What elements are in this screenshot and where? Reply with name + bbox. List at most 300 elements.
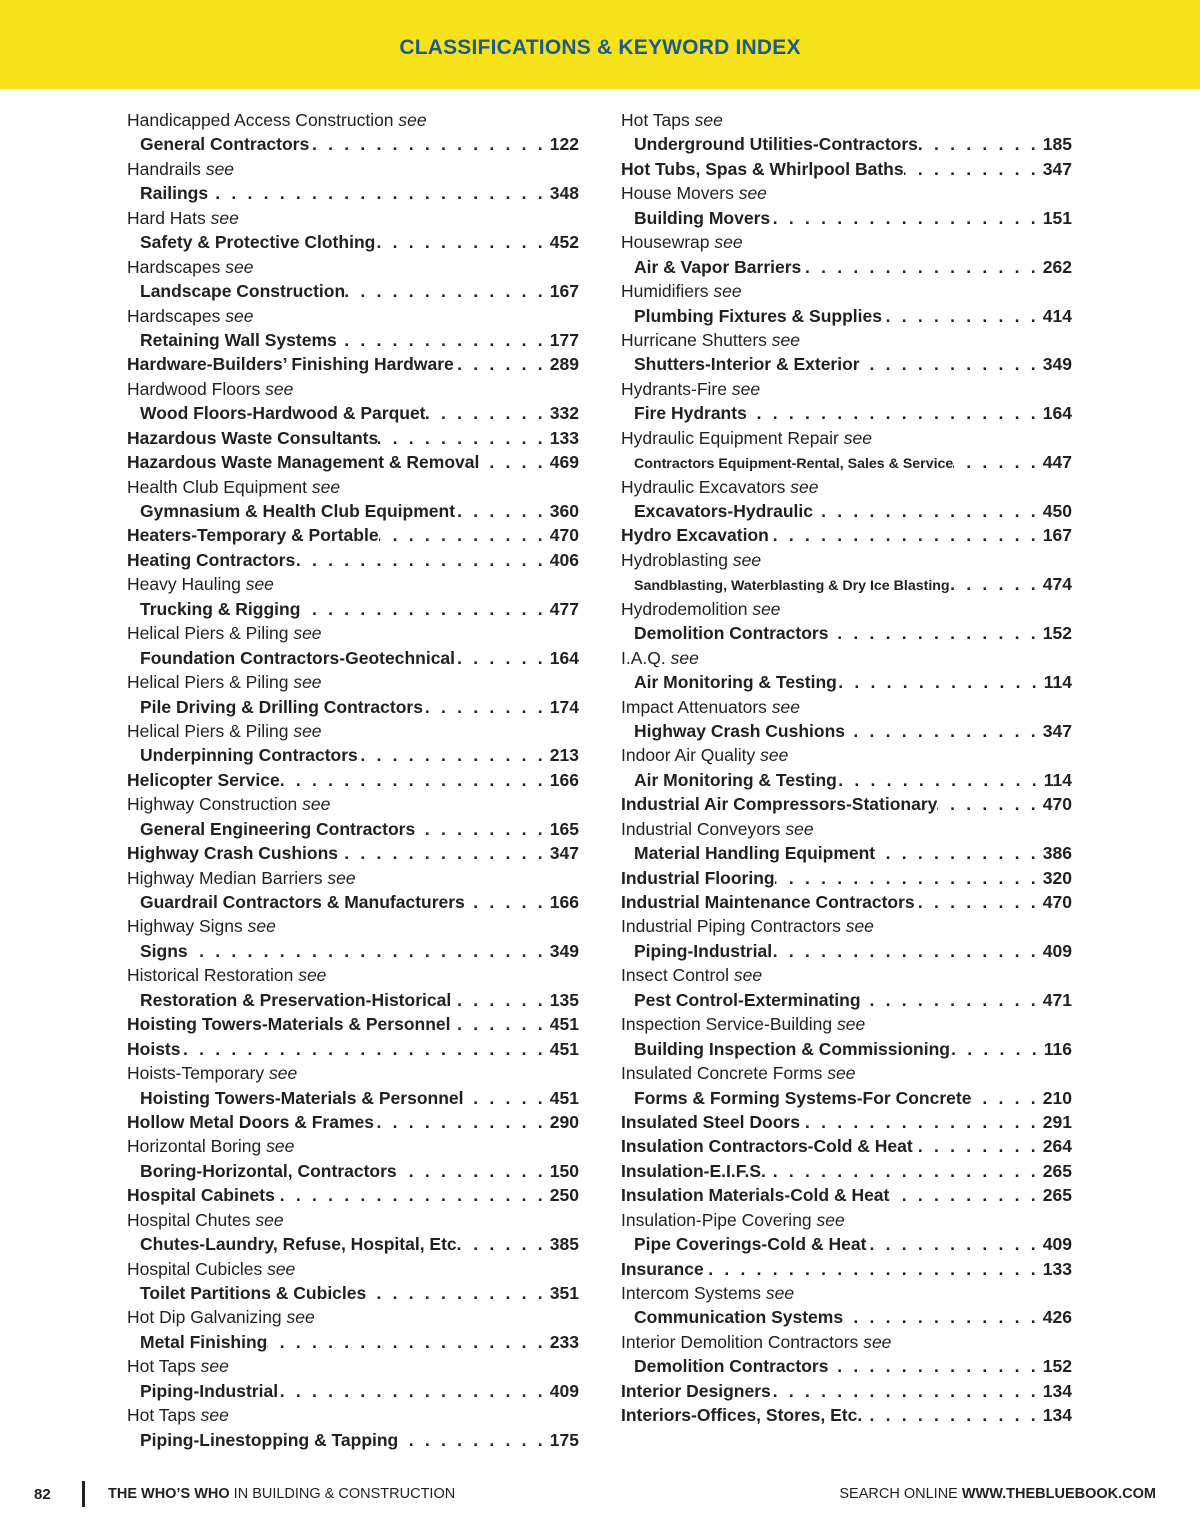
classification-name: Insulation Materials-Cold & Heat [621, 1185, 890, 1206]
see-reference [127, 621, 579, 645]
see-label: see [200, 1356, 229, 1377]
index-entry[interactable] [621, 988, 1072, 1012]
see-label: see [714, 232, 743, 253]
index-entry[interactable] [621, 499, 1072, 523]
see-reference [127, 792, 579, 816]
see-reference [127, 475, 579, 499]
classification-name: Wood Floors-Hardwood & Parquet [140, 403, 426, 424]
page-reference: 122 [549, 134, 579, 155]
reference-term: Heavy Hauling [127, 574, 241, 595]
page-reference: 116 [1043, 1038, 1072, 1059]
reference-term: Impact Attenuators [621, 696, 767, 717]
page-reference: 150 [549, 1160, 579, 1181]
classification-name: Chutes-Laundry, Refuse, Hospital, Etc. [140, 1234, 462, 1255]
index-entry[interactable] [127, 841, 579, 865]
classification-name: Plumbing Fixtures & Supplies [634, 305, 882, 326]
classification-name: Signs [140, 940, 188, 961]
see-reference [127, 1305, 579, 1329]
dot-leader [337, 328, 546, 352]
page-reference: 133 [549, 427, 579, 448]
see-reference [127, 108, 579, 132]
classification-name: Insulation-E.I.F.S. [621, 1160, 766, 1181]
page-reference: 151 [1042, 207, 1072, 228]
page-reference: 469 [549, 452, 579, 473]
index-entry[interactable] [621, 206, 1072, 230]
classification-name: Underground Utilities-Contractors [634, 134, 918, 155]
see-reference [621, 475, 1072, 499]
see-label: see [863, 1331, 892, 1352]
reference-term: Insect Control [621, 965, 729, 986]
index-entry[interactable] [621, 1134, 1072, 1158]
reference-term: Highway Median Barriers [127, 867, 323, 888]
see-label: see [265, 378, 294, 399]
dot-leader [426, 401, 546, 425]
classification-name: Hospital Cabinets [127, 1185, 275, 1206]
index-entry[interactable] [127, 768, 579, 792]
reference-term: Hard Hats [127, 207, 206, 228]
dot-leader [275, 1183, 546, 1207]
see-label: see [293, 672, 322, 693]
index-entry[interactable] [127, 328, 579, 352]
dot-leader [845, 719, 1039, 743]
dot-leader [971, 1086, 1038, 1110]
dot-leader [208, 181, 546, 205]
page-reference: 351 [549, 1283, 579, 1303]
index-entry[interactable] [127, 1037, 579, 1061]
dot-leader [843, 1305, 1039, 1329]
dot-leader [704, 1257, 1039, 1281]
index-entry[interactable] [127, 939, 579, 963]
index-entry[interactable] [127, 279, 579, 303]
dot-leader [309, 132, 546, 156]
classification-name: Demolition Contractors [634, 1356, 829, 1377]
see-reference [127, 1061, 579, 1085]
dot-leader [278, 1379, 546, 1403]
classification-name: Retaining Wall Systems [140, 329, 337, 350]
index-entry[interactable] [621, 841, 1072, 865]
dot-leader [379, 523, 546, 547]
classification-name: Hazardous Waste Management & Removal [127, 452, 480, 473]
index-entry[interactable] [127, 1159, 579, 1183]
dot-leader [451, 1012, 546, 1036]
index-entry[interactable] [127, 1110, 579, 1134]
dot-leader [837, 670, 1040, 694]
index-entry[interactable] [621, 1183, 1072, 1207]
classification-name: Pest Control-Exterminating [634, 989, 861, 1010]
index-entry[interactable] [621, 1403, 1072, 1427]
classification-name: Pile Driving & Drilling Contractors [140, 696, 423, 717]
index-entry[interactable] [621, 1257, 1072, 1281]
page-reference: 451 [549, 1014, 579, 1035]
reference-term: Hydraulic Equipment Repair [621, 427, 839, 448]
reference-term: Health Club Equipment [127, 476, 307, 497]
website-link[interactable]: WWW.THEBLUEBOOK.COM [961, 1486, 1156, 1502]
index-entry[interactable] [127, 1281, 579, 1305]
dot-leader [866, 1232, 1038, 1256]
reference-term: Insulation-Pipe Covering [621, 1209, 812, 1230]
page-reference: 152 [1042, 623, 1072, 644]
index-entry[interactable] [127, 132, 579, 156]
index-entry[interactable] [127, 548, 579, 572]
reference-term: Hot Taps [621, 110, 690, 130]
page-reference: 470 [549, 525, 579, 546]
index-entry[interactable] [621, 792, 1072, 816]
dot-leader [415, 817, 546, 841]
reference-term: Industrial Piping Contractors [621, 916, 841, 937]
reference-term: Housewrap [621, 232, 710, 253]
index-entry[interactable] [621, 352, 1072, 376]
page-reference: 164 [1042, 403, 1072, 424]
see-label: see [398, 110, 427, 130]
index-entry[interactable] [621, 1110, 1072, 1134]
classification-name: Piping-Industrial [140, 1380, 279, 1401]
classification-name: Air & Vapor Barriers [634, 256, 802, 277]
page-reference: 133 [1042, 1258, 1072, 1279]
index-entry[interactable] [127, 1086, 579, 1110]
page-reference: 166 [549, 892, 579, 912]
index-entry[interactable] [127, 1183, 579, 1207]
index-entry[interactable] [621, 157, 1072, 181]
classification-name: Toilet Partitions & Cubicles [140, 1283, 367, 1303]
dot-leader [889, 1183, 1038, 1207]
page-reference: 165 [549, 818, 579, 839]
reference-term: Hurricane Shutters [621, 329, 767, 350]
dot-leader [861, 988, 1039, 1012]
page-footer [0, 1478, 1200, 1510]
page-reference: 167 [1042, 525, 1072, 546]
index-entry[interactable] [621, 890, 1072, 914]
classification-name: Hydro Excavation [621, 525, 769, 546]
page-reference: 470 [1042, 794, 1072, 815]
page-reference: 426 [1042, 1307, 1072, 1328]
page-reference: 152 [1042, 1356, 1072, 1377]
see-reference [621, 963, 1072, 987]
reference-term: I.A.Q. [621, 647, 666, 668]
see-label: see [713, 281, 742, 302]
see-label: see [205, 158, 235, 179]
see-label: see [266, 1136, 295, 1157]
page-reference: 450 [1042, 501, 1072, 521]
index-entry[interactable] [127, 695, 579, 719]
classification-name: Air Monitoring & Testing [634, 672, 837, 693]
page-reference: 347 [1042, 720, 1072, 741]
index-entry[interactable] [127, 597, 579, 621]
dot-leader [775, 866, 1039, 890]
see-label: see [247, 916, 276, 937]
see-reference [621, 695, 1072, 719]
classification-name: General Contractors [140, 134, 310, 155]
page-reference: 262 [1042, 256, 1072, 277]
dot-leader [860, 352, 1039, 376]
index-entry[interactable] [621, 572, 1072, 596]
see-label: see [785, 818, 814, 839]
dot-leader [338, 841, 546, 865]
classification-name: Helicopter Service [127, 769, 280, 790]
page-reference: 265 [1042, 1160, 1072, 1181]
see-reference [127, 719, 579, 743]
classification-name: Boring-Horizontal, Contractors [140, 1160, 397, 1181]
index-entry[interactable] [127, 426, 579, 450]
index-entry[interactable] [621, 866, 1072, 890]
dot-leader [837, 768, 1040, 792]
index-entry[interactable] [621, 719, 1072, 743]
classification-name: Contractors Equipment-Rental, Sales & Service [634, 456, 954, 473]
classification-name: Interiors-Offices, Stores, Etc. [621, 1405, 863, 1426]
index-entry[interactable] [621, 401, 1072, 425]
dot-leader [375, 230, 545, 254]
reference-term: Interior Demolition Contractors [621, 1331, 859, 1352]
dot-leader [953, 450, 1038, 474]
dot-leader [451, 988, 546, 1012]
dot-leader [766, 1159, 1039, 1183]
index-entry[interactable] [621, 304, 1072, 328]
reference-term: Handicapped Access Construction [127, 110, 394, 130]
page-reference: 134 [1042, 1380, 1072, 1401]
index-entry[interactable] [621, 768, 1072, 792]
reference-term: Handrails [127, 158, 201, 179]
reference-term: Hardwood Floors [127, 378, 261, 399]
publication-name [108, 1486, 455, 1502]
reference-term: Helical Piers & Piling [127, 720, 289, 741]
page-reference: 409 [1042, 1234, 1072, 1255]
index-entry[interactable] [621, 621, 1072, 645]
page-reference: 114 [1043, 672, 1072, 693]
page-reference: 213 [549, 745, 579, 766]
see-label: see [816, 1209, 845, 1230]
index-entry[interactable] [621, 1232, 1072, 1256]
index-entry[interactable] [621, 132, 1072, 156]
reference-term: Highway Signs [127, 916, 243, 937]
page-reference: 290 [549, 1111, 579, 1132]
page-reference: 114 [1043, 769, 1072, 790]
index-entry[interactable] [621, 1305, 1072, 1329]
index-entry[interactable] [621, 1159, 1072, 1183]
see-label: see [771, 329, 800, 350]
see-reference [621, 426, 1072, 450]
page-reference: 135 [549, 989, 579, 1010]
classification-name: Insulation Contractors-Cold & Heat [621, 1136, 913, 1157]
index-entry[interactable] [621, 255, 1072, 279]
page-reference: 409 [1042, 940, 1072, 961]
index-entry[interactable] [127, 817, 579, 841]
classification-name: Fire Hydrants [634, 403, 747, 424]
index-entry[interactable] [621, 1354, 1072, 1378]
dot-leader [950, 1037, 1040, 1061]
page-reference: 349 [1042, 354, 1072, 375]
see-label: see [311, 476, 341, 497]
dot-leader [882, 304, 1039, 328]
index-entry[interactable] [127, 523, 579, 547]
see-reference [621, 279, 1072, 303]
index-entry[interactable] [127, 401, 579, 425]
see-reference [127, 157, 579, 181]
see-label: see [210, 207, 239, 228]
index-entry[interactable] [127, 743, 579, 767]
dot-leader [862, 1403, 1039, 1427]
reference-term: Hydrants-Fire [621, 378, 727, 399]
page-reference: 265 [1042, 1185, 1072, 1206]
dot-leader [813, 499, 1039, 523]
index-entry[interactable] [621, 1379, 1072, 1403]
reference-term: Horizontal Boring [127, 1136, 262, 1157]
page-reference: 452 [549, 232, 579, 253]
page-reference: 474 [1042, 574, 1072, 595]
dot-leader [398, 1428, 546, 1452]
dot-leader [280, 768, 546, 792]
dot-leader [462, 1232, 546, 1256]
classification-name: Building Inspection & Commissioning [634, 1038, 950, 1059]
index-entry[interactable] [127, 1330, 579, 1354]
page-reference: 291 [1042, 1111, 1072, 1132]
page-reference: 348 [549, 183, 579, 204]
see-label: see [836, 1014, 866, 1035]
see-label: see [200, 1405, 229, 1426]
index-entry[interactable] [621, 939, 1072, 963]
classification-name: Air Monitoring & Testing [634, 769, 837, 790]
see-reference [621, 743, 1072, 767]
dot-leader [828, 1354, 1038, 1378]
page-reference: 385 [549, 1234, 579, 1255]
dot-leader [800, 1110, 1039, 1134]
page-reference: 210 [1042, 1087, 1072, 1108]
reference-term: Hospital Cubicles [127, 1258, 263, 1279]
see-label: see [843, 427, 872, 448]
index-entry[interactable] [127, 181, 579, 205]
dot-leader [455, 499, 546, 523]
reference-term: Hardscapes [127, 305, 221, 326]
see-reference [127, 206, 579, 230]
see-reference [621, 1061, 1072, 1085]
index-entry[interactable] [621, 670, 1072, 694]
index-entry[interactable] [127, 1012, 579, 1036]
dot-leader [465, 890, 546, 914]
index-entry[interactable] [127, 988, 579, 1012]
index-entry[interactable] [621, 450, 1072, 474]
index-entry[interactable] [127, 1379, 579, 1403]
classification-name: Hot Tubs, Spas & Whirlpool Baths [621, 158, 904, 179]
page-reference: 470 [1042, 892, 1072, 912]
see-label: see [225, 305, 254, 326]
page-title: CLASSIFICATIONS & KEYWORD INDEX [399, 35, 801, 59]
classification-name: Hazardous Waste Consultants [127, 427, 379, 448]
page-number: 82 [34, 1486, 51, 1503]
search-online [839, 1486, 1156, 1502]
see-label: see [293, 720, 322, 741]
see-label: see [731, 378, 761, 399]
index-entry[interactable] [127, 646, 579, 670]
classification-name: Safety & Protective Clothing [140, 232, 376, 253]
dot-leader [937, 792, 1038, 816]
index-entry[interactable] [127, 352, 579, 376]
page-reference: 386 [1042, 843, 1072, 864]
see-label: see [760, 745, 789, 766]
see-reference [127, 572, 579, 596]
page-reference: 347 [1042, 158, 1072, 179]
classification-name: Pipe Coverings-Cold & Heat [634, 1234, 867, 1255]
reference-term: Helical Piers & Piling [127, 623, 289, 644]
see-reference [127, 1134, 579, 1158]
reference-term: House Movers [621, 183, 734, 204]
reference-term: Hydroblasting [621, 549, 728, 570]
index-entry[interactable] [127, 230, 579, 254]
see-label: see [771, 696, 801, 717]
reference-term: Helical Piers & Piling [127, 672, 289, 693]
dot-leader [378, 426, 546, 450]
index-entry[interactable] [621, 523, 1072, 547]
page-reference: 451 [549, 1087, 579, 1108]
search-label: SEARCH ONLINE [839, 1486, 962, 1502]
index-entry[interactable] [127, 890, 579, 914]
see-label: see [827, 1063, 856, 1084]
index-entry[interactable] [127, 499, 579, 523]
footer-divider [82, 1481, 85, 1507]
dot-leader [464, 1086, 546, 1110]
index-entry[interactable] [127, 1232, 579, 1256]
dot-leader [479, 450, 545, 474]
page-reference: 477 [549, 598, 579, 619]
dot-leader [904, 157, 1039, 181]
publication-name-bold: THE WHO’S WHO [108, 1486, 230, 1502]
page-reference: 347 [549, 843, 579, 864]
see-reference [127, 255, 579, 279]
page-reference: 406 [549, 549, 579, 570]
dot-leader [295, 548, 546, 572]
see-label: see [738, 183, 767, 204]
classification-name: Industrial Maintenance Contractors [621, 892, 915, 912]
see-label: see [267, 1258, 296, 1279]
see-reference [621, 1012, 1072, 1036]
reference-term: Industrial Conveyors [621, 818, 781, 839]
classification-name: Hoists [127, 1038, 181, 1059]
dot-leader [454, 352, 546, 376]
classification-name: Interior Designers [621, 1380, 771, 1401]
reference-term: Hot Taps [127, 1405, 196, 1426]
dot-leader [747, 401, 1039, 425]
see-label: see [286, 1307, 315, 1328]
index-entry[interactable] [127, 450, 579, 474]
classification-name: Metal Finishing [140, 1331, 268, 1352]
classification-name: Excavators-Hydraulic [634, 501, 813, 521]
dot-leader [875, 841, 1039, 865]
index-entry[interactable] [621, 1086, 1072, 1110]
reference-term: Hydraulic Excavators [621, 476, 786, 497]
see-reference [127, 670, 579, 694]
see-label: see [225, 256, 254, 277]
classification-name: Heaters-Temporary & Portable [127, 525, 379, 546]
dot-leader [771, 1379, 1039, 1403]
page-reference: 447 [1042, 452, 1072, 473]
index-entry[interactable] [621, 1037, 1072, 1061]
classification-name: Gymnasium & Health Club Equipment [140, 501, 456, 521]
see-reference [621, 646, 1072, 670]
dot-leader [300, 597, 545, 621]
page-reference: 471 [1042, 989, 1072, 1010]
dot-leader [366, 1281, 546, 1305]
reference-term: Hardscapes [127, 256, 221, 277]
reference-term: Hydrodemolition [621, 598, 748, 619]
classification-name: Insurance [621, 1258, 704, 1279]
see-label: see [694, 110, 723, 130]
dot-leader [828, 621, 1038, 645]
classification-name: Hoisting Towers-Materials & Personnel [140, 1087, 464, 1108]
index-entry[interactable] [127, 1428, 579, 1452]
publication-name-rest: IN BUILDING & CONSTRUCTION [229, 1486, 456, 1502]
dot-leader [918, 132, 1039, 156]
dot-leader [397, 1159, 546, 1183]
page-reference: 409 [549, 1380, 579, 1401]
see-label: see [752, 598, 781, 619]
see-label: see [298, 965, 327, 986]
